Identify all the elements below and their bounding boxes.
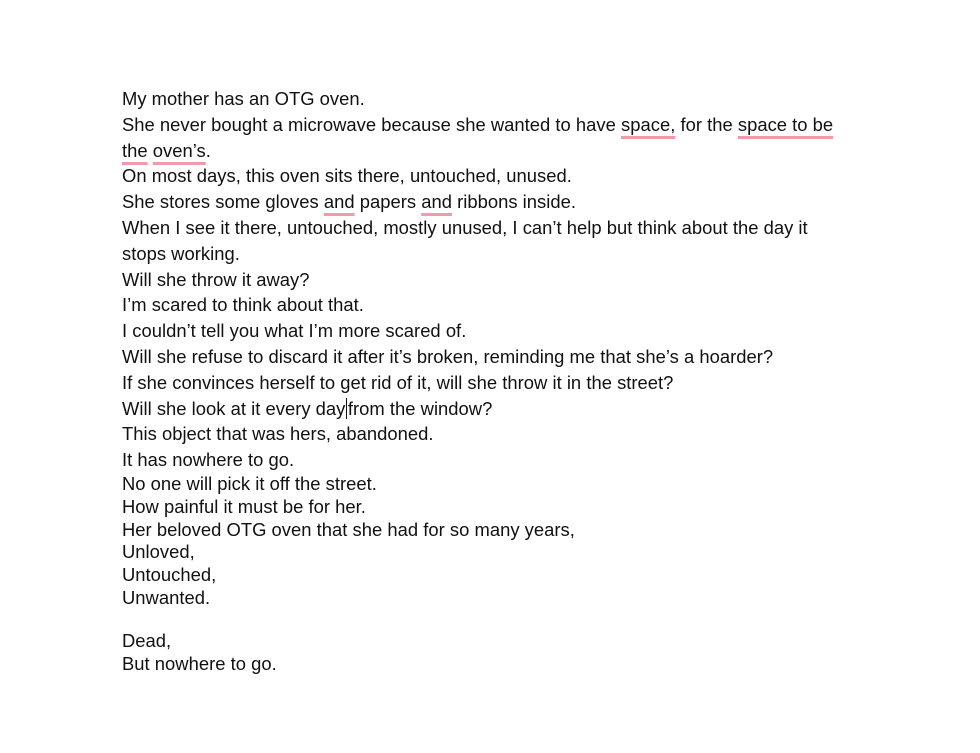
- text-run: ribbons inside.: [451, 191, 576, 213]
- text-run: Unwanted.: [122, 586, 211, 608]
- text-line: [122, 267, 892, 293]
- text-run: No one will pick it off the street.: [122, 472, 377, 494]
- text-line: [122, 653, 892, 676]
- spellcheck-flagged-word[interactable]: and: [421, 191, 452, 213]
- text-run: It has nowhere to go.: [122, 449, 295, 471]
- spellcheck-flagged-word[interactable]: oven’s: [152, 139, 206, 161]
- text-line: [122, 630, 892, 653]
- text-line: [122, 396, 892, 422]
- text-run: When I see it there, untouched, mostly unused, I can’t help but think about the day it: [122, 216, 808, 238]
- text-run: If she convinces herself to get rid of it, will she throw it in the street?: [122, 371, 674, 393]
- text-line: [122, 318, 892, 344]
- spellcheck-flagged-word[interactable]: space to be: [737, 113, 834, 135]
- text-run: Dead,: [122, 629, 172, 651]
- text-run: I couldn’t tell you what I’m more scared of.: [122, 320, 467, 342]
- text-line: [122, 241, 892, 267]
- text-line: [122, 519, 892, 542]
- text-line: [122, 344, 892, 370]
- text-line: [122, 370, 892, 396]
- text-line: [122, 564, 892, 587]
- spellcheck-flagged-word[interactable]: the: [122, 139, 148, 161]
- text-line: [122, 447, 892, 473]
- text-run: She stores some gloves: [122, 191, 324, 213]
- text-run: Unloved,: [122, 541, 195, 563]
- text-line: [122, 189, 892, 215]
- text-run: for the: [675, 113, 738, 135]
- text-run: I’m scared to think about that.: [122, 294, 364, 316]
- text-line: [122, 86, 892, 112]
- document-body[interactable]: [122, 86, 892, 675]
- text-run: But nowhere to go.: [122, 652, 277, 674]
- text-run: Will she look at it every day: [122, 397, 346, 419]
- text-run: Her beloved OTG oven that she had for so many years,: [122, 518, 575, 540]
- text-run: Will she throw it away?: [122, 268, 310, 290]
- text-line: [122, 112, 892, 138]
- text-run: Will she refuse to discard it after it’s broken, reminding me that she’s a hoarder?: [122, 345, 774, 367]
- text-line: [122, 496, 892, 519]
- text-run: Untouched,: [122, 564, 217, 586]
- text-line: [122, 215, 892, 241]
- text-run: stops working.: [122, 242, 240, 264]
- text-run: .: [205, 139, 211, 161]
- text-run: My mother has an OTG oven.: [122, 88, 365, 109]
- spellcheck-flagged-word[interactable]: and: [323, 191, 355, 213]
- text-line: [122, 163, 892, 189]
- spellcheck-flagged-word[interactable]: space,: [621, 113, 676, 135]
- text-line: [122, 421, 892, 447]
- blank-line: [122, 610, 892, 630]
- text-run: This object that was hers, abandoned.: [122, 423, 434, 445]
- text-run: papers: [354, 191, 422, 213]
- text-line: [122, 138, 892, 164]
- text-line: [122, 473, 892, 496]
- text-line: [122, 292, 892, 318]
- text-line: [122, 587, 892, 610]
- text-run: She never bought a microwave because she wanted to have: [122, 113, 622, 135]
- text-line: [122, 541, 892, 564]
- text-run: from the window?: [347, 397, 493, 419]
- text-run: On most days, this oven sits there, untouched, unused.: [122, 165, 572, 187]
- text-run: How painful it must be for her.: [122, 495, 366, 517]
